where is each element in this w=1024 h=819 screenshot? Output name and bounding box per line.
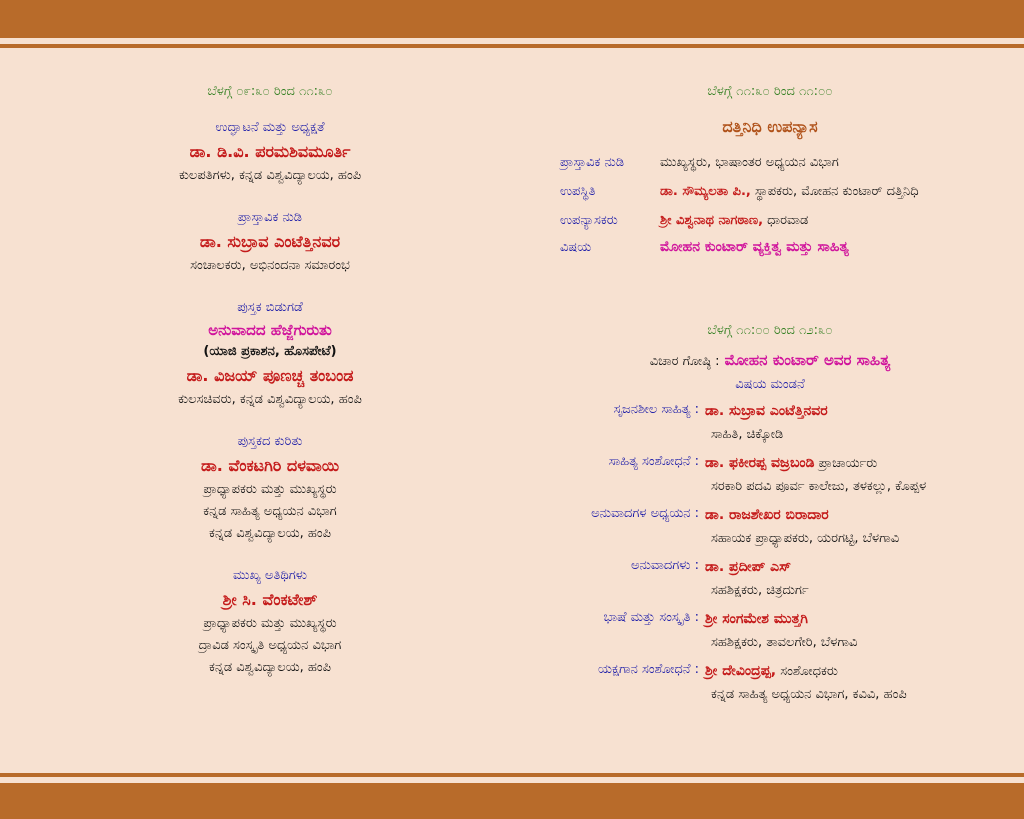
row-value-name: ಡಾ. ಸೌಮ್ಯಲತಾ ಪಿ.,	[660, 184, 751, 199]
person-name: ಡಾ. ವಿಜಯ್ ಪೂಣಚ್ಚ ತಂಬಂಡ	[186, 366, 354, 385]
introduction-block	[40, 207, 500, 277]
endowment-lecture-session	[530, 84, 1010, 261]
block-heading: ಪುಸ್ತಕದ ಕುರಿತು	[237, 434, 303, 449]
speaker-item	[530, 450, 1010, 498]
speaker-detail: ಸಹಶಿಕ್ಷಕರು, ಚಿತ್ರದುರ್ಗ	[711, 583, 809, 598]
speaker-topic: ಸಾಹಿತ್ಯ ಸಂಶೋಧನೆ :	[608, 454, 699, 469]
speaker-name: ಶ್ರೀ ದೇವಿಂದ್ರಪ್ಪ,	[705, 663, 777, 679]
session1-title: ದತ್ತಿನಿಧಿ ಉಪನ್ಯಾಸ	[722, 117, 818, 136]
speaker-detail: ಕನ್ನಡ ಸಾಹಿತ್ಯ ಅಧ್ಯಯನ ವಿಭಾಗ, ಕವಿವಿ, ಹಂಪಿ	[711, 687, 907, 702]
speaker-item	[530, 502, 1010, 550]
block-heading: ಉದ್ಘಾಟನೆ ಮತ್ತು ಅಧ್ಯಕ್ಷತೆ	[215, 120, 325, 135]
speaker-detail: ಸಹಶಿಕ್ಷಕರು, ತಾವಲಗೇರಿ, ಬೆಳಗಾವಿ	[711, 635, 858, 650]
seminar-session	[530, 323, 1010, 706]
person-designation: ಪ್ರಾಧ್ಯಾಪಕರು ಮತ್ತು ಮುಖ್ಯಸ್ಥರು	[203, 616, 337, 631]
person-name: ಡಾ. ಸುಬ್ರಾವ ಎಂಟೆತ್ತಿನವರ	[199, 232, 341, 251]
session1-time: ಬೆಳಗ್ಗೆ ೧೧:೩೦ ರಿಂದ ೧೧:೦೦	[707, 84, 833, 99]
row-key: ಪ್ರಾಸ್ತಾವಿಕ ನುಡಿ	[560, 155, 625, 170]
row-value-name: ಶ್ರೀ ವಿಶ್ವನಾಥ ನಾಗಠಾಣ,	[660, 213, 764, 228]
row-key: ಉಪಸ್ಥಿತಿ	[560, 184, 596, 199]
speaker-detail: ಸಹಾಯಕ ಪ್ರಾಧ್ಯಾಪಕರು, ಯರಗಟ್ಟಿ, ಬೆಳಗಾವಿ	[711, 531, 900, 546]
speaker-detail: ಸಾಹಿತಿ, ಚಿಕ್ಕೋಡಿ	[711, 427, 784, 442]
left-session-time: ಬೆಳಗ್ಗೆ ೦೯:೩೦ ರಿಂದ ೧೧:೩೦	[207, 84, 333, 99]
person-name: ಶ್ರೀ ಸಿ. ವೆಂಕಟೇಶ್	[222, 590, 318, 609]
speaker-name: ಡಾ. ಫಕೀರಪ್ಪ ವಜ್ರಬಂಡಿ	[705, 455, 815, 471]
person-institution: ಕನ್ನಡ ವಿಶ್ವವಿದ್ಯಾಲಯ, ಹಂಪಿ	[209, 526, 331, 541]
right-column	[530, 84, 1010, 710]
block-heading: ಮುಖ್ಯ ಅತಿಥಿಗಳು	[233, 568, 307, 583]
row-value: ಮುಖ್ಯಸ್ಥರು, ಭಾಷಾಂತರ ಅಧ್ಯಯನ ವಿಭಾಗ	[660, 155, 839, 170]
bottom-border-band	[0, 783, 1024, 819]
person-department: ದ್ರಾವಿಡ ಸಂಸ್ಕೃತಿ ಅಧ್ಯಯನ ವಿಭಾಗ	[198, 638, 342, 653]
block-heading: ಪ್ರಾಸ್ತಾವಿಕ ನುಡಿ	[237, 210, 302, 225]
seminar-title-line	[530, 350, 1010, 369]
person-designation: ಕುಲಸಚಿವರು, ಕನ್ನಡ ವಿಶ್ವವಿದ್ಯಾಲಯ, ಹಂಪಿ	[178, 392, 362, 407]
presentation-heading: ವಿಷಯ ಮಂಡನೆ	[735, 377, 805, 392]
book-publisher: (ಯಾಜಿ ಪ್ರಕಾಶನ, ಹೊಸಪೇಟೆ)	[203, 344, 337, 359]
session1-row	[530, 205, 1010, 234]
bottom-border-line	[0, 773, 1024, 777]
speaker-role: ಪ್ರಾಚಾರ್ಯರು	[814, 456, 878, 471]
book-release-block	[40, 297, 500, 411]
speaker-name: ಡಾ. ಸುಬ್ರಾವ ಎಂಟೆತ್ತಿನವರ	[705, 403, 828, 419]
session1-row	[530, 149, 1010, 176]
person-designation: ಸಂಚಾಲಕರು, ಅಭಿನಂದನಾ ಸಮಾರಂಭ	[190, 258, 350, 273]
block-heading: ಪುಸ್ತಕ ಬಿಡುಗಡೆ	[237, 300, 303, 315]
row-key: ಉಪನ್ಯಾಸಕರು	[560, 213, 618, 228]
speaker-topic: ಯಕ್ಷಗಾನ ಸಂಶೋಧನೆ :	[598, 662, 699, 677]
speaker-item	[530, 554, 1010, 602]
session1-row	[530, 234, 1010, 261]
row-value: ಸ್ಥಾಪಕರು, ಮೋಹನ ಕುಂಟಾರ್ ದತ್ತಿನಿಧಿ	[750, 184, 919, 199]
session1-row	[530, 176, 1010, 205]
speaker-detail: ಸರಕಾರಿ ಪದವಿ ಪೂರ್ವ ಕಾಲೇಜು, ತಳಕಲ್ಲು, ಕೊಪ್ಪಳ	[711, 479, 927, 494]
speaker-item	[530, 398, 1010, 446]
chief-guest-block	[40, 565, 500, 679]
top-border-line	[0, 44, 1024, 48]
left-column	[40, 84, 500, 699]
person-name: ಡಾ. ಡಿ.ವಿ. ಪರಮಶಿವಮೂರ್ತಿ	[189, 142, 351, 161]
row-key: ವಿಷಯ	[560, 240, 592, 255]
speaker-topic: ಅನುವಾದಗಳು :	[630, 558, 699, 573]
person-name: ಡಾ. ವೆಂಕಟಗಿರಿ ದಳವಾಯಿ	[200, 456, 340, 475]
book-title: ಅನುವಾದದ ಹೆಜ್ಜೆಗುರುತು	[208, 321, 332, 339]
speaker-role: ಸಂಶೋಧಕರು	[776, 664, 838, 679]
person-department: ಕನ್ನಡ ಸಾಹಿತ್ಯ ಅಧ್ಯಯನ ವಿಭಾಗ	[203, 504, 337, 519]
speaker-name: ಡಾ. ರಾಜಶೇಖರ ಬಿರಾದಾರ	[705, 507, 829, 523]
seminar-label: ವಿಚಾರ ಗೋಷ್ಠಿ :	[649, 354, 720, 369]
speaker-name: ಶ್ರೀ ಸಂಗಮೇಶ ಮುತ್ತಗಿ	[705, 611, 808, 627]
row-value: ಧಾರವಾಡ	[763, 213, 809, 228]
speaker-topic: ಭಾಷೆ ಮತ್ತು ಸಂಸ್ಕೃತಿ :	[603, 610, 699, 625]
speaker-item	[530, 658, 1010, 706]
person-institution: ಕನ್ನಡ ವಿಶ್ವವಿದ್ಯಾಲಯ, ಹಂಪಿ	[209, 660, 331, 675]
speaker-topic: ಅನುವಾದಗಳ ಅಧ್ಯಯನ :	[591, 506, 699, 521]
about-book-block	[40, 431, 500, 545]
person-designation: ಪ್ರಾಧ್ಯಾಪಕರು ಮತ್ತು ಮುಖ್ಯಸ್ಥರು	[203, 482, 337, 497]
speaker-item	[530, 606, 1010, 654]
seminar-title: ಮೋಹನ ಕುಂಟಾರ್ ಅವರ ಸಾಹಿತ್ಯ	[724, 351, 891, 369]
session2-time: ಬೆಳಗ್ಗೆ ೧೧:೦೦ ರಿಂದ ೧೨:೩೦	[707, 323, 833, 338]
speaker-topic: ಸೃಜನಶೀಲ ಸಾಹಿತ್ಯ :	[613, 402, 699, 417]
speaker-name: ಡಾ. ಪ್ರದೀಪ್ ಎಸ್	[705, 559, 792, 575]
row-value-topic: ಮೋಹನ ಕುಂಟಾರ್ ವ್ಯಕ್ತಿತ್ವ ಮತ್ತು ಸಾಹಿತ್ಯ	[660, 239, 849, 255]
inauguration-block	[40, 117, 500, 187]
top-border-band	[0, 0, 1024, 38]
person-designation: ಕುಲಪತಿಗಳು, ಕನ್ನಡ ವಿಶ್ವವಿದ್ಯಾಲಯ, ಹಂಪಿ	[178, 168, 362, 183]
